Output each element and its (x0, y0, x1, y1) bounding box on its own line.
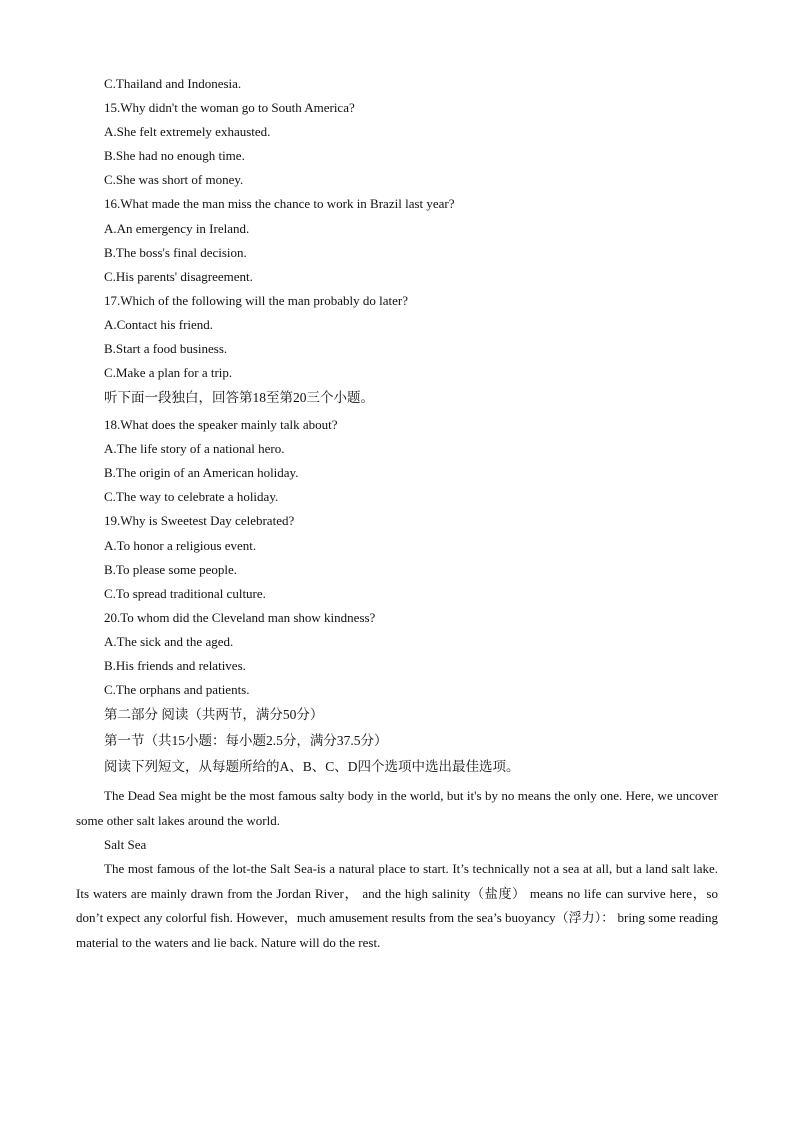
q18-question: 18.What does the speaker mainly talk about? (104, 417, 338, 432)
q17-option-a: A.Contact his friend. (104, 317, 214, 332)
q18-option-b: B.The origin of an American holiday. (104, 465, 299, 480)
q15-question: 15.Why didn't the woman go to South America? (104, 100, 355, 115)
passage-body-paragraph: The most famous of the lot-the Salt Sea-is a natural place to start. It’s technically not a sea at all, but a land salt lake. Its waters are mainly drawn from the Jordan River， and the high salinity（盐度） means no life can survive here，so don’t expect any colorful fish. However，much amusement results from the sea’s buoyancy（浮力）： bring some reading material to the waters and lie back. Nature will do the rest. (76, 861, 718, 950)
q17-option-b: B.Start a food business. (104, 341, 228, 356)
q15-option-a: A.She felt extremely exhausted. (104, 124, 271, 139)
q17-question: 17.Which of the following will the man probably do later? (104, 293, 408, 308)
passage-heading: Salt Sea (104, 837, 147, 852)
q20-question: 20.To whom did the Cleveland man show kindness? (104, 610, 376, 625)
reading-part-title: 第二部分 阅读（共两节，满分50分） (104, 707, 324, 722)
q15-option-c: C.She was short of money. (104, 172, 244, 187)
q20-option-c: C.The orphans and patients. (104, 682, 250, 697)
q16-option-b: B.The boss's final decision. (104, 245, 247, 260)
q19-option-c: C.To spread traditional culture. (104, 586, 266, 601)
q20-option-a: A.The sick and the aged. (104, 634, 234, 649)
q14-option-c: C.Thailand and Indonesia. (104, 76, 242, 91)
q20-option-b: B.His friends and relatives. (104, 658, 246, 673)
q18-option-c: C.The way to celebrate a holiday. (104, 489, 279, 504)
q16-option-c: C.His parents' disagreement. (104, 269, 253, 284)
q19-question: 19.Why is Sweetest Day celebrated? (104, 513, 295, 528)
q15-option-b: B.She had no enough time. (104, 148, 245, 163)
q17-option-c: C.Make a plan for a trip. (104, 365, 233, 380)
q16-option-a: A.An emergency in Ireland. (104, 221, 250, 236)
q19-option-b: B.To please some people. (104, 562, 238, 577)
monologue-instruction: 听下面一段独白，回答第18至第20三个小题。 (104, 390, 374, 405)
q16-question: 16.What made the man miss the chance to work in Brazil last year? (104, 196, 455, 211)
passage-intro-paragraph: The Dead Sea might be the most famous salty body in the world, but it's by no means the only one. Here, we uncover some other salt lakes around the world. (76, 788, 718, 828)
q19-option-a: A.To honor a religious event. (104, 538, 257, 553)
reading-section-title: 第一节（共15小题：每小题2.5分，满分37.5分） (104, 733, 388, 748)
q18-option-a: A.The life story of a national hero. (104, 441, 285, 456)
reading-instruction: 阅读下列短文，从每题所给的A、B、C、D四个选项中选出最佳选项。 (104, 759, 520, 774)
